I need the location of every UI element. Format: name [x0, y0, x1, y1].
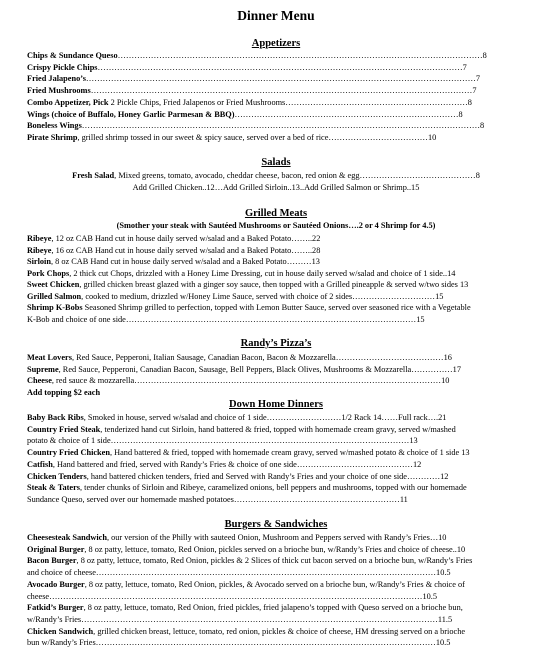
downhome-item-desc: , hand battered chicken tenders, fried and Served with Randy’s Fries and your choice of one side…………12: [86, 471, 449, 481]
grilled-item-name: Pork Chops: [27, 268, 70, 278]
grilled-item-desc: , 2 thick cut Chops, drizzled with a Honey Lime Dressing, cut in house daily served w/salad and choice of 1 side..14: [69, 268, 456, 278]
appetizer-item-desc: ……………………………………………………………………………………………………………………7: [97, 62, 467, 72]
appetizer-item-name: Pirate Shrimp: [27, 132, 78, 142]
appetizer-item-desc: …………………………………………………………………………………………………………………………7: [90, 86, 477, 96]
fresh-salad-price: 8: [475, 171, 480, 180]
downhome-item-name: Steak & Taters: [27, 483, 81, 493]
downhome-item: [27, 413, 537, 422]
pizza-item: [27, 353, 537, 362]
appetizer-item-desc: ……………………………………………………………………………………………………………………………7: [85, 74, 481, 84]
pizza-item-desc: , red sauce & mozzarella…………………………………………………………………………………………………10: [51, 376, 450, 385]
burger-item-desc: w/Randy’s Fries…………………………………………………………………………………………………………………11.5: [27, 614, 453, 624]
pizza-item: [27, 388, 537, 397]
downhome-item: [27, 425, 537, 434]
pizza-item-desc: , Red Sauce, Pepperoni, Canadian Bacon, Sausage, Bell Peppers, Black Olives, Mushrooms & Mozzarella……………17: [58, 364, 461, 374]
burger-item: [27, 545, 537, 554]
burger-item-desc: , 8 oz patty, lettuce, tomato, Red Onion, pickles, & Avocado served on a brioche bun, w/Randy’s Fries & choice of: [84, 579, 465, 589]
grilled-item-desc: , cooked to medium, drizzled w/Honey Lime Sauce, served with choice of 2 sides…………………………15: [81, 291, 444, 301]
downhome-item: [27, 483, 537, 492]
appetizer-item: [27, 121, 537, 130]
appetizers-heading: Appetizers: [251, 38, 301, 49]
grilled-meats-subheading: (Smother your steak with Sautéed Mushrooms or Sautéed Onions….2 or 4 Shrimp for 4.5): [116, 221, 436, 230]
burger-item-name: Original Burger: [27, 544, 85, 554]
appetizer-item-desc: ………………………………………………………………………………………………………………………………8: [81, 121, 485, 131]
grilled-item-name: Ribeye: [27, 245, 52, 255]
appetizer-item-desc: 2 Pickle Chips, Fried Jalapenos or Fried Mushrooms…………………………………………………………8: [108, 97, 472, 107]
downhome-item-desc: , Smoked in house, served w/salad and choice of 1 side………………………1/2 Rack 14……Full rack….21: [83, 413, 447, 422]
grilled-item-name: Sirloin: [27, 257, 51, 266]
grilled-item-desc: , grilled chicken breast glazed with a ginger soy sauce, then topped with a Grilled pineapple & served w/two sides 13: [79, 280, 469, 289]
menu-title: Dinner Menu: [237, 8, 315, 23]
appetizer-item-name: Wings (choice of Buffalo, Honey Garlic Parmesan & BBQ): [27, 109, 235, 119]
downhome-item-desc: , tenderized hand cut Sirloin, hand battered & fried, topped with homemade cream gravy, served w/mashed: [100, 424, 456, 434]
appetizer-item-name: Crispy Pickle Chips: [27, 62, 98, 72]
pizza-item-name: Supreme: [27, 364, 59, 374]
grilled-item: [27, 269, 537, 278]
salads-heading: Salads: [261, 157, 291, 168]
burger-item-desc: , 8 oz patty, lettuce, tomato, Red Onion, pickles served on a brioche bun, w/Randy’s Fries and choice of cheese..10: [84, 544, 466, 554]
fresh-salad-name: Fresh Salad: [72, 171, 115, 180]
grilled-item-desc: , 16 oz CAB Hand cut in house daily served w/salad and a Baked Potato……..28: [51, 245, 321, 255]
downhome-item: [27, 460, 537, 469]
downhome-item-desc: potato & choice of 1 side………………………………………………………………………………………………13: [27, 436, 418, 446]
burgers-heading: Burgers & Sandwiches: [224, 519, 328, 530]
downhome-item: [27, 448, 537, 457]
appetizer-item: [27, 51, 537, 60]
grilled-item: [27, 303, 537, 312]
grilled-item: [27, 257, 537, 266]
burger-item-desc: , 8 oz patty, lettuce, tomato, Red Onion, fried pickles, fried jalapeno’s topped with Queso served on a brioche bun,: [83, 603, 463, 613]
grilled-item-name: Shrimp K-Bobs: [27, 303, 83, 312]
downhome-item-name: Country Fried Steak: [27, 424, 101, 434]
burger-item-desc: , our version of the Philly with sauteed Onion, Mushroom and Peppers served with Randy’s Fries…10: [106, 533, 447, 542]
appetizer-item-name: Fried Jalapeno’s: [27, 74, 86, 84]
burger-item-name: Bacon Burger: [27, 556, 77, 566]
appetizer-item-name: Combo Appetizer, Pick: [27, 97, 109, 107]
appetizer-item: [27, 110, 537, 119]
downhome-item-desc: , Hand battered & fried, topped with homemade cream gravy, served w/mashed potato & choice of 1 side 13: [109, 448, 470, 458]
burger-item-desc: bun w/Randy’s Fries……………………………………………………………………………………………………………10.5: [27, 638, 451, 648]
grilled-item-desc: , 12 oz CAB Hand cut in house daily served w/salad and a Baked Potato……..22: [51, 234, 321, 243]
grilled-item: [27, 280, 537, 289]
downhome-item-name: Baby Back Ribs: [27, 413, 84, 422]
burger-item: [27, 615, 537, 624]
appetizer-item-desc: , grilled shrimp tossed in our sweet & spicy sauce, served over a bed of rice………………………………10: [77, 132, 437, 142]
burger-item: [27, 627, 537, 636]
grilled-item-desc: K-Bob and choice of one side……………………………………………………………………………………………15: [27, 314, 425, 324]
grilled-meats-heading: Grilled Meats: [244, 208, 308, 219]
downhome-item-desc: Sundance Queso, served over our homemade mashed potatoes……………………………………………………11: [27, 494, 408, 504]
fresh-salad-line: [0, 171, 552, 180]
burger-item: [27, 580, 537, 589]
appetizer-item: [27, 74, 537, 83]
grilled-item: [27, 246, 537, 255]
down-home-heading: Down Home Dinners: [229, 399, 323, 410]
pizza-item: [27, 365, 537, 374]
grilled-item: [27, 315, 537, 324]
burger-item-desc: , grilled chicken breast, lettuce, tomato, red onion, pickles & choice of cheese, HM dressing served on a brioche: [93, 626, 466, 636]
grilled-item-name: Grilled Salmon: [27, 291, 82, 301]
grilled-item: [27, 234, 537, 243]
burger-item-desc: , 8 oz patty, lettuce, tomato, Red Onion, pickles & 2 Slices of thick cut bacon served on a brioche bun, w/Randy’s Fries: [76, 556, 473, 566]
burger-item-desc: cheese………………………………………………………………………………………………………………………10.5: [27, 591, 437, 601]
pizza-item-desc: , Red Sauce, Pepperoni, Italian Sausage, Canadian Bacon, Bacon & Mozzarella…………………………………16: [71, 353, 452, 362]
downhome-item-desc: , tender chunks of Sirloin and Ribeye, caramelized onions, bell peppers and mushrooms, topped with our homemade: [80, 483, 467, 493]
pizza-item-name: Meat Lovers: [27, 353, 72, 362]
appetizer-item: [27, 86, 537, 95]
grilled-item-desc: , 8 oz CAB Hand cut in house daily served w/salad and a Baked Potato………13: [50, 257, 320, 266]
burger-item: [27, 592, 537, 601]
downhome-item-name: Country Fried Chicken: [27, 448, 110, 458]
appetizer-item-desc: ……………………………………………………………………………………………………………………8: [117, 51, 487, 60]
grilled-item-name: Ribeye: [27, 234, 52, 243]
appetizer-item-name: Fried Mushrooms: [27, 86, 91, 96]
downhome-item-name: Chicken Tenders: [27, 471, 87, 481]
downhome-item: [27, 495, 537, 504]
grilled-item-name: Sweet Chicken: [27, 280, 80, 289]
fresh-salad-desc: , Mixed greens, tomato, avocado, cheddar cheese, bacon, red onion & egg……………………………………: [114, 171, 476, 180]
burger-item: [27, 568, 537, 577]
burger-item: [27, 603, 537, 612]
burger-item: [27, 556, 537, 565]
burger-item-name: Chicken Sandwich: [27, 626, 94, 636]
appetizer-item: [27, 98, 537, 107]
appetizer-item: [27, 133, 537, 142]
grilled-item-desc: Seasoned Shrimp grilled to perfection, topped with Lemon Butter Sauce, served over seasoned rice with a Vegetable: [82, 303, 471, 312]
appetizer-item: [27, 63, 537, 72]
pizza-item-name: Add topping $2 each: [27, 387, 101, 397]
burger-item: [27, 638, 537, 647]
downhome-item: [27, 472, 537, 481]
burger-item-name: Avocado Burger: [27, 579, 85, 589]
grilled-item: [27, 292, 537, 301]
appetizer-item-name: Boneless Wings: [27, 121, 82, 131]
burger-item: [27, 533, 537, 542]
appetizer-item-desc: ………………………………………………………………………8: [234, 109, 463, 119]
pizzas-heading: Randy’s Pizza’s: [240, 338, 312, 349]
appetizer-item-name: Chips & Sundance Queso: [27, 51, 118, 60]
burger-item-desc: and choice of cheese……………………………………………………………………………………………………………10.5: [27, 568, 451, 578]
pizza-item: [27, 376, 537, 385]
downhome-item-name: Catfish: [27, 459, 53, 469]
downhome-item: [27, 436, 537, 445]
downhome-item-desc: , Hand battered and fried, served with Randy’s Fries & choice of one side……………………………………12: [52, 459, 422, 469]
pizza-item-name: Cheese: [27, 376, 52, 385]
salad-addons: Add Grilled Chicken..12…Add Grilled Sirloin..13..Add Grilled Salmon or Shrimp..15: [132, 183, 420, 192]
burger-item-name: Cheesesteak Sandwich: [27, 533, 107, 542]
burger-item-name: Fatkid’s Burger: [27, 603, 84, 613]
